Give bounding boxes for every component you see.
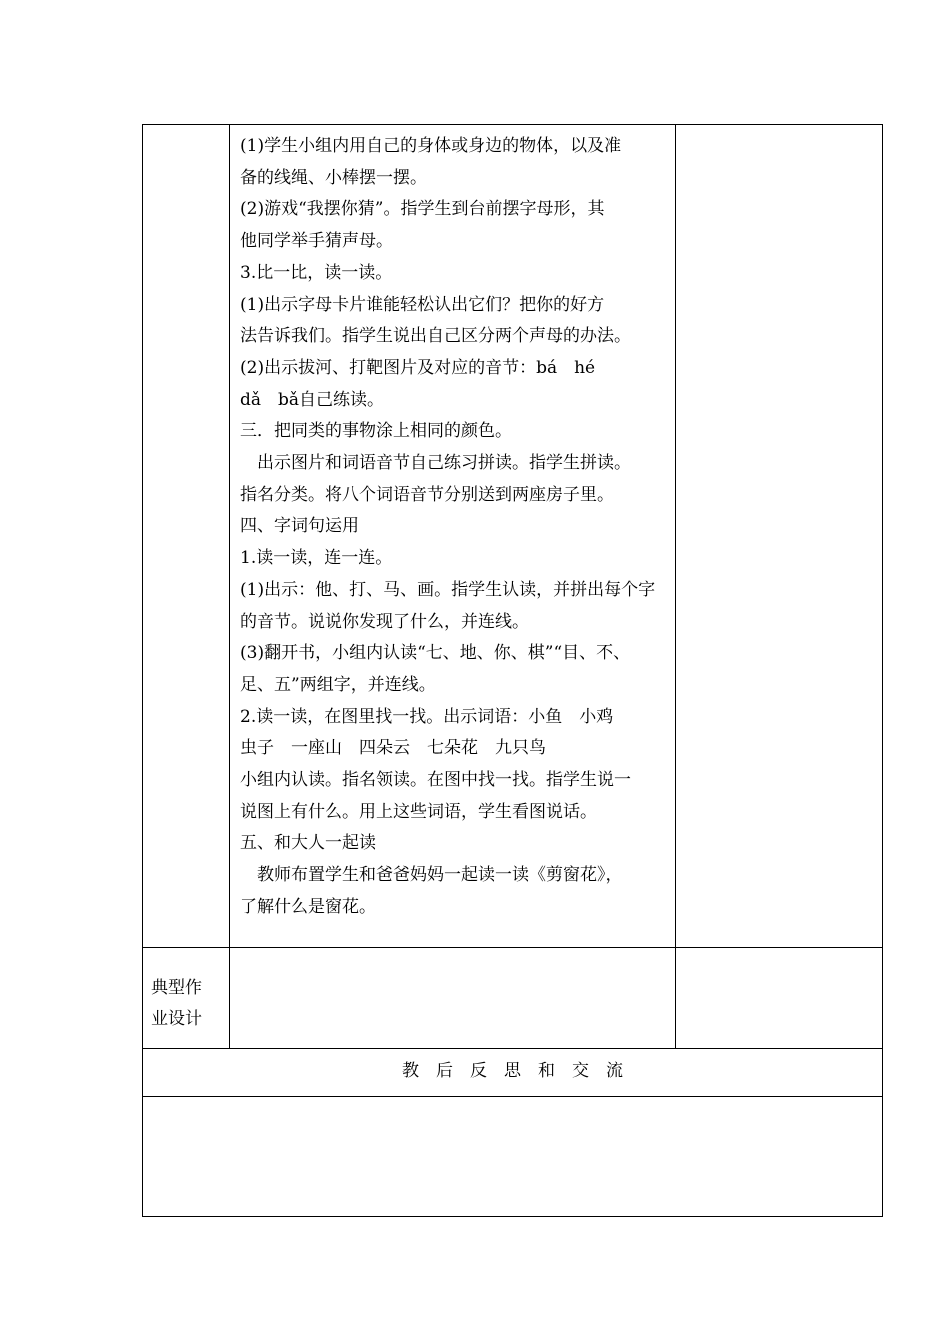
lesson-line: 他同学举手猜声母。 — [240, 231, 393, 252]
lesson-line: 说图上有什么。用上这些词语，学生看图说话。 — [240, 801, 597, 822]
lesson-line: 出示图片和词语音节自己练习拼读。指学生拼读。 — [240, 453, 631, 474]
lesson-line: (3)翻开书，小组内认读“七、地、你、棋”“目、不、 — [240, 643, 631, 664]
lesson-line: 小组内认读。指名领读。在图中找一找。指学生说一 — [240, 770, 631, 791]
lesson-line: 三．把同类的事物涂上相同的颜色。 — [240, 421, 512, 442]
lesson-content — [240, 131, 670, 924]
lesson-line: 虫子 一座山 四朵云 七朵花 九只鸟 — [240, 738, 546, 759]
lesson-line: 五、和大人一起读 — [240, 833, 376, 854]
lesson-line: 四、字词句运用 — [240, 516, 359, 537]
lesson-line: (1)出示字母卡片谁能轻松认出它们？把你的好方 — [240, 294, 605, 315]
homework-label-line1: 典型作 — [151, 978, 202, 998]
lesson-line: 教师布置学生和爸爸妈妈一起读一读《剪窗花》， — [240, 865, 623, 886]
lesson-line: 法告诉我们。指学生说出自己区分两个声母的办法。 — [240, 326, 631, 347]
row-divider-content-bottom — [142, 947, 883, 948]
lesson-line: (1)出示：他、打、马、画。指学生认读，并拼出每个字 — [240, 579, 656, 600]
lesson-line: dǎ bǎ自己练读。 — [240, 389, 385, 410]
lesson-line: (2)游戏“我摆你猜”。指学生到台前摆字母形，其 — [240, 199, 605, 220]
lesson-line: 1.读一读，连一连。 — [240, 548, 393, 569]
reflection-title: 教后反思和交流 — [402, 1061, 640, 1081]
column-divider-right — [675, 124, 676, 1049]
lesson-line: (2)出示拔河、打靶图片及对应的音节：bá hé — [240, 357, 596, 378]
lesson-line: 了解什么是窗花。 — [240, 896, 376, 917]
row-divider-reflection-header-bottom — [142, 1096, 883, 1097]
lesson-line: 指名分类。将八个词语音节分别送到两座房子里。 — [240, 484, 614, 505]
homework-label-line2: 业设计 — [151, 1009, 202, 1029]
lesson-line: 的音节。说说你发现了什么，并连线。 — [240, 611, 529, 632]
lesson-line: 备的线绳、小棒摆一摆。 — [240, 167, 427, 188]
column-divider-left — [229, 124, 230, 1049]
lesson-line: 2.读一读，在图里找一找。出示词语：小鱼 小鸡 — [240, 706, 614, 727]
lesson-line: 3.比一比，读一读。 — [240, 262, 393, 283]
row-divider-homework-bottom — [142, 1048, 883, 1049]
lesson-line: (1)学生小组内用自己的身体或身边的物体，以及准 — [240, 136, 622, 156]
lesson-line: 足、五”两组字，并连线。 — [240, 674, 436, 695]
homework-label — [151, 973, 221, 1035]
